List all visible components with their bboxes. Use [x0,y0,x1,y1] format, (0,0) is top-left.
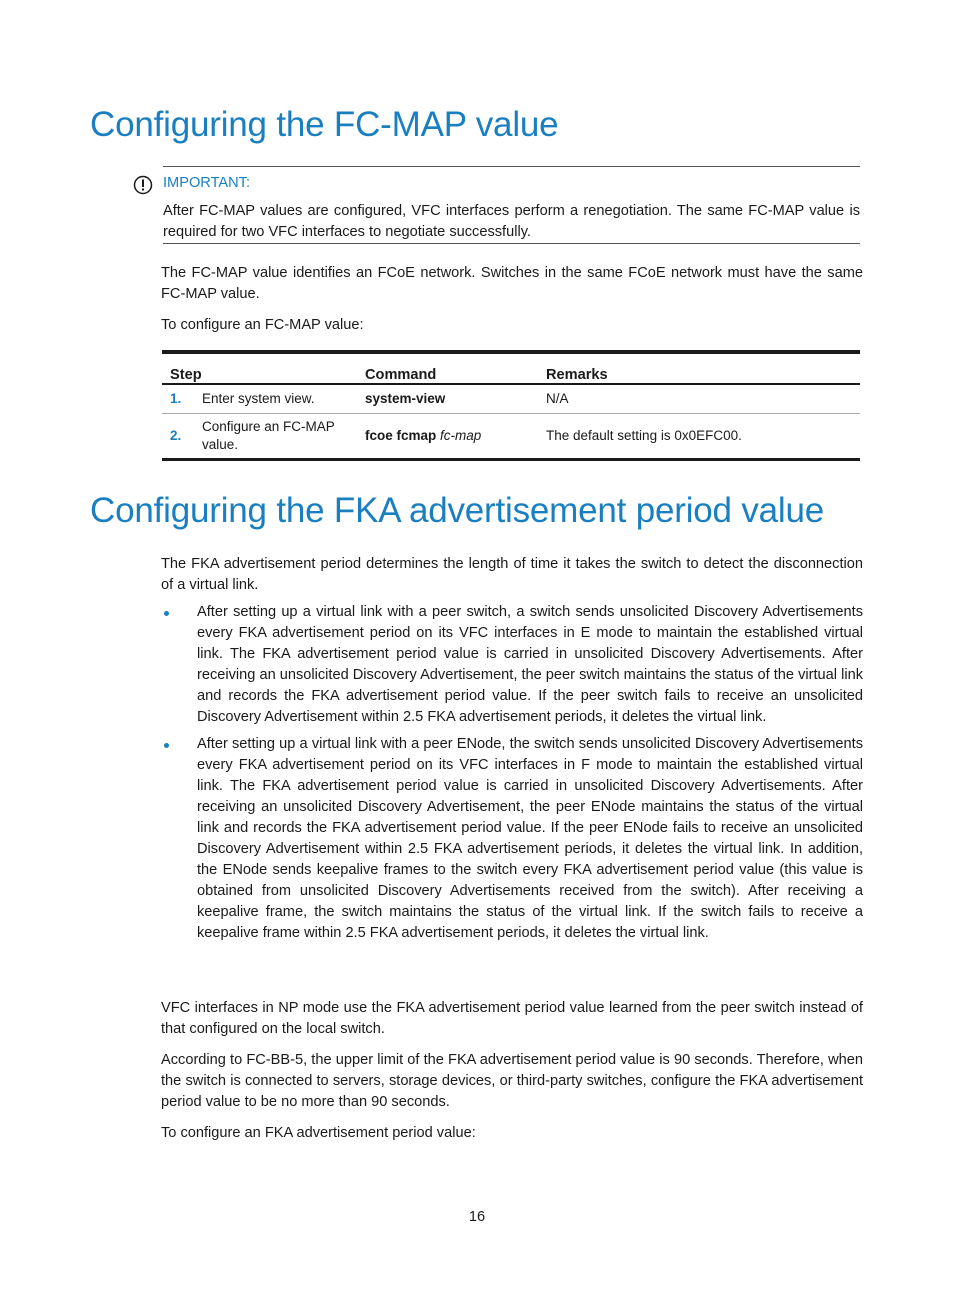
step-cell [162,413,357,459]
header-remarks: Remarks [538,352,860,384]
step-number: 1. [170,391,182,407]
fka-intro: To configure an FKA advertisement period value: [161,1125,476,1141]
command-cell [357,384,538,413]
table-row [162,413,860,459]
bullet-icon [164,743,169,748]
important-note-text: After FC-MAP values are configured, VFC interfaces perform a renegotiation. The same FC-MAP value is required for two VFC interfaces to negotiate successfully. [163,203,860,240]
fc-map-command-table [162,350,860,461]
note-top-rule [163,166,860,167]
command-keyword: fcoe fcmap [365,428,437,443]
fc-bb5-paragraph: According to FC-BB-5, the upper limit of the FKA advertisement period value is 90 seconds. Therefore, when the switch is connected to servers, storage devices, or third-party switches, configure the FKA advertisement period value to be no more than 90 seconds. [161,1052,863,1110]
section-title-fc-map: Configuring the FC-MAP value [90,105,559,144]
remarks-cell: The default setting is 0x0EFC00. [546,428,742,443]
fka-description: The FKA advertisement period determines the length of time it takes the switch to detect the disconnection of a virtual link. [161,556,863,593]
section-title-fka: Configuring the FKA advertisement period value [90,491,825,530]
fka-bullet-list [161,602,863,950]
table-header-row [162,352,860,384]
bullet-text: After setting up a virtual link with a peer ENode, the switch sends unsolicited Discovery Advertisements every FKA advertisement period on its VFC interfaces in F mode to maintain the established virtual link. The FKA advertisement period value is carried in unsolicited Discovery Advertisements. After receiving an unsolicited Discovery Advertisement, the peer ENode maintains the status of the virtual link and records the FKA advertisement period value. If the peer ENode fails to receive an unsolicited Discovery Advertisement within 2.5 FKA advertisement periods, it deletes the virtual link. In addition, the ENode sends keepalive frames to the switch every FKA advertisement period value (this value is obtained from unsolicited Discovery Advertisements received from the switch). After receiving a keepalive frame, the switch maintains the status of the virtual link. If the switch fails to receive a keepalive frame within 2.5 FKA advertisement periods, it deletes the virtual link. [197,736,863,941]
fc-map-description: The FC-MAP value identifies an FCoE network. Switches in the same FCoE network must have the same FC-MAP value. [161,265,863,302]
step-description: Enter system view. [202,390,315,406]
header-command: Command [357,352,538,384]
page-number: 16 [468,1209,486,1225]
warning-circle-icon [133,175,153,195]
remarks-cell: N/A [538,384,860,413]
header-step: Step [162,352,357,384]
bullet-text: After setting up a virtual link with a peer switch, a switch sends unsolicited Discovery Advertisements every FKA advertisement period on its VFC interfaces in E mode to maintain the established virtual link. The FKA advertisement period value is carried in unsolicited Discovery Advertisements. After receiving an unsolicited Discovery Advertisement, the peer switch maintains the status of the virtual link and records the FKA advertisement period value. If the peer switch fails to receive an unsolicited Discovery Advertisement within 2.5 FKA advertisement periods, it deletes the virtual link. [197,604,863,725]
step-description: Configure an FC-MAP value. [202,418,335,452]
important-label: IMPORTANT: [163,175,251,191]
list-item [161,602,863,728]
list-item [161,734,863,944]
note-bottom-rule [163,243,860,244]
command-keyword: system-view [365,391,446,407]
command-argument: fc-map [440,428,482,443]
np-mode-paragraph: VFC interfaces in NP mode use the FKA advertisement period value learned from the peer switch instead of that configured on the local switch. [161,1000,863,1037]
step-cell [162,384,357,413]
command-cell [357,413,538,459]
bullet-icon [164,611,169,616]
step-number: 2. [170,428,182,443]
table-row [162,384,860,413]
fc-map-intro: To configure an FC-MAP value: [161,317,364,333]
